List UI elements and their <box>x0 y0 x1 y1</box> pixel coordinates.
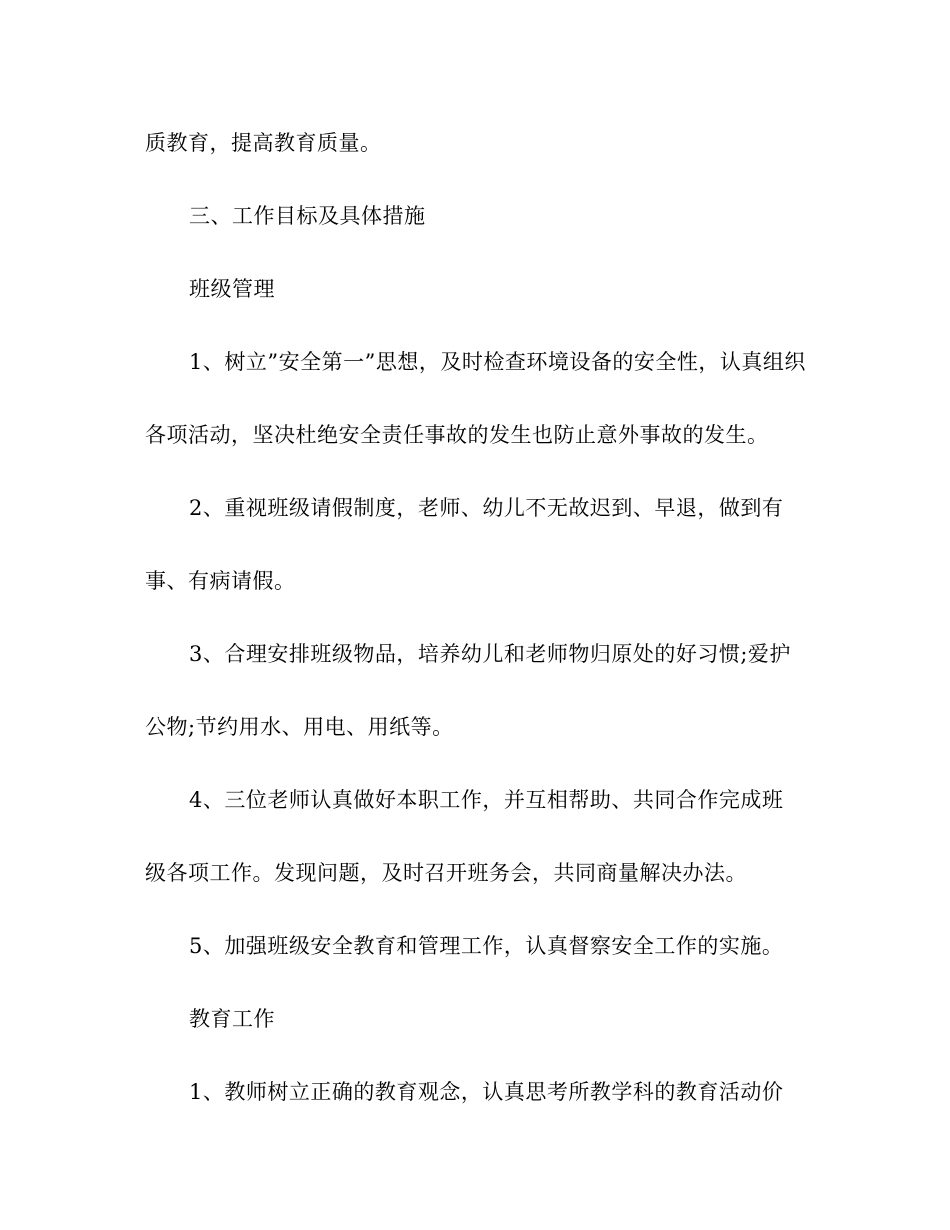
paragraph-3-line-2: 公物;节约用水、用电、用纸等。 <box>145 715 454 739</box>
paragraph-4-line-2: 级各项工作。发现问题，及时召开班务会，共同商量解决办法。 <box>145 861 747 885</box>
education-paragraph-1-line-1: 1、教师树立正确的教育观念，认真思考所教学科的教育活动价 <box>189 1080 784 1104</box>
paragraph-4-line-1: 4、三位老师认真做好本职工作，并互相帮助、共同合作完成班 <box>189 788 784 812</box>
subsection-heading-class-management: 班级管理 <box>189 277 275 301</box>
paragraph-1-line-2: 各项活动，坚决杜绝安全责任事故的发生也防止意外事故的发生。 <box>145 423 769 447</box>
paragraph-5-line-1: 5、加强班级安全教育和管理工作，认真督察安全工作的实施。 <box>189 934 784 958</box>
paragraph-2-line-1: 2、重视班级请假制度，老师、幼儿不无故迟到、早退，做到有 <box>189 496 784 520</box>
text-line-continuation: 质教育，提高教育质量。 <box>145 131 382 155</box>
paragraph-1-line-1: 1、树立”安全第一”思想，及时检查环境设备的安全性，认真组织 <box>189 350 806 374</box>
subsection-heading-education-work: 教育工作 <box>189 1007 275 1031</box>
paragraph-2-line-2: 事、有病请假。 <box>145 569 296 593</box>
section-heading: 三、工作目标及具体措施 <box>189 204 426 228</box>
paragraph-3-line-1: 3、合理安排班级物品，培养幼儿和老师物归原处的好习惯;爱护 <box>189 642 791 666</box>
